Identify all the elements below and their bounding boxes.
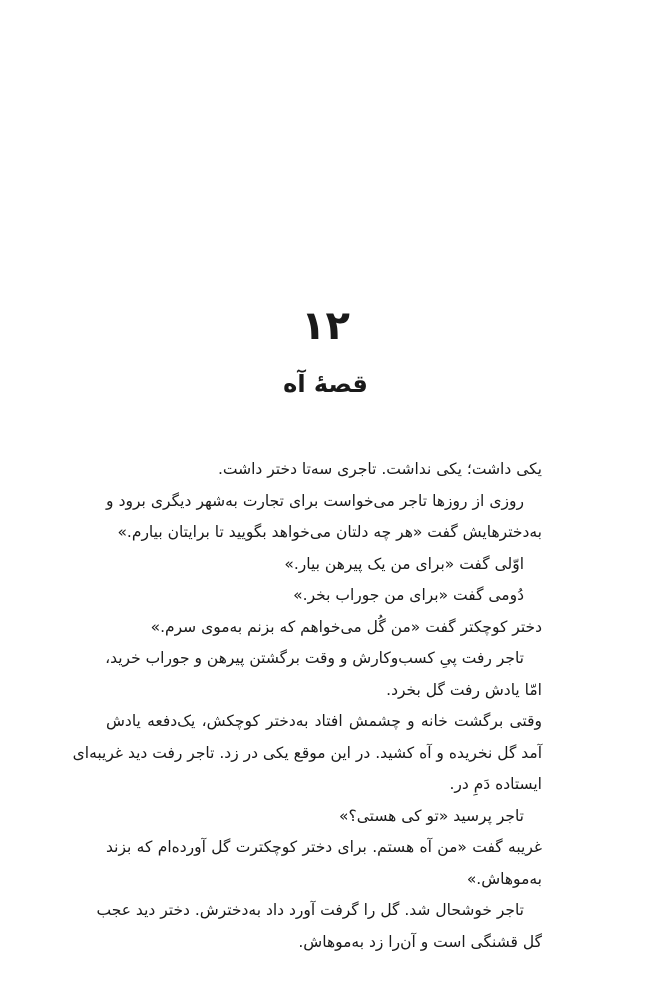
text-line: غریبه گفت «من آه هستم. برای دختر کوچکترت گل آورده‌ام که بزند [106,838,542,856]
text-line: دُومی گفت «برای من جوراب بخر.» [293,586,524,604]
text-line: اوّلی گفت «برای من یک پیرهن بیار.» [284,554,524,573]
text-line: آمد گل نخریده و آه کشید. در این موقع یکی در زد. تاجر رفت دید غریبه‌ای [72,743,542,762]
text-line: یکی داشت؛ یکی نداشت. تاجری سه‌تا دختر داشت. [217,460,542,478]
text-line: تاجر پرسید «تو کی هستی؟» [339,806,524,825]
text-line: دختر کوچکتر گفت «من گُل می‌خواهم که بزنم به‌موی سرم.» [150,617,542,636]
text-line: روزی از روزها تاجر می‌خواست برای تجارت به‌شهر دیگری برود و [106,491,524,510]
text-line: وقتی برگشت خانه و چشمش افتاد به‌دختر کوچکش، یک‌دفعه یادش [106,712,542,730]
text-line: تاجر رفت پیِ کسب‌وکارش و وقت برگشتن پیرهن و جوراب خرید، [105,649,524,667]
text-line: امّا یادش رفت گل بخرد. [386,680,542,699]
text-line: تاجر خوشحال شد. گل را گرفت آورد داد به‌دخترش. دختر دید عجب [96,901,524,919]
text-line: به‌دخترهایش گفت «هر چه دلتان می‌خواهد بگویید تا برایتان بیارم.» [117,523,542,541]
text-line: ایستاده دَمِ در. [449,775,542,793]
text-line: گل قشنگی است و آن‌را زد به‌موهاش. [298,932,542,951]
chapter-number: ۱۲ [301,303,350,349]
chapter-title: قصهٔ آه [283,370,368,398]
story-text [72,454,542,958]
text-line: به‌موهاش.» [466,869,542,888]
